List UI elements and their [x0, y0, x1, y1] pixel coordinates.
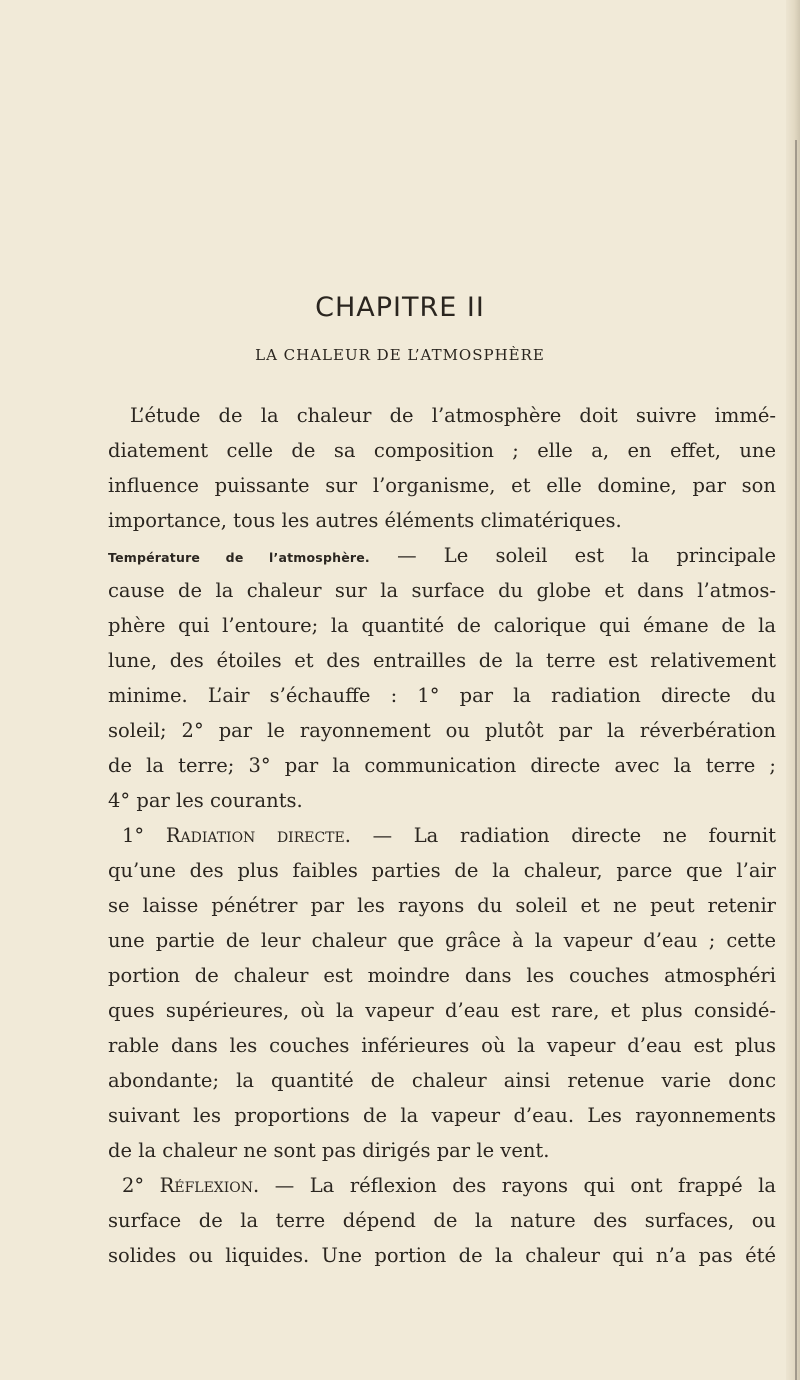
text-line: suivant les proportions de la vapeur d’eau. Les rayonnements	[108, 1104, 776, 1127]
text-line: une partie de leur chaleur que grâce à la vapeur d’eau ; cette	[108, 929, 776, 952]
text-line: soleil; 2° par le rayonnement ou plutôt par la réverbération	[108, 719, 776, 742]
line-text: — La réflexion des rayons qui ont frappé la	[259, 1174, 777, 1197]
text-line: de la chaleur ne sont pas dirigés par le vent.	[108, 1139, 550, 1162]
page-edge	[786, 0, 800, 1380]
text-line: abondante; la quantité de chaleur ainsi retenue varie donc	[108, 1069, 776, 1092]
line-text: — La radiation directe ne fournit	[350, 824, 776, 847]
text-line	[108, 1168, 776, 1203]
text-line: lune, des étoiles et des entrailles de la terre est relativement	[108, 649, 776, 672]
chapter-heading: CHAPITRE II	[315, 292, 485, 323]
chapter-title: LA CHALEUR DE L’ATMOSPHÈRE	[255, 346, 545, 364]
text-line: importance, tous les autres éléments climatériques.	[108, 509, 622, 532]
text-line: L’étude de la chaleur de l’atmosphère doit suivre immé-	[130, 404, 776, 427]
text-line	[108, 538, 776, 573]
subsection-heading: Radiation directe.	[165, 824, 351, 847]
text-line: surface de la terre dépend de la nature des surfaces, ou	[108, 1209, 776, 1232]
text-line: ques supérieures, où la vapeur d’eau est rare, et plus considé-	[108, 999, 776, 1022]
text-line: influence puissante sur l’organisme, et elle domine, par son	[108, 474, 776, 497]
text-line: portion de chaleur est moindre dans les couches atmosphéri	[108, 964, 776, 987]
line-text: — Le soleil est la principale	[369, 544, 776, 567]
text-line: 4° par les courants.	[108, 789, 303, 812]
section-rubric: Température de l’atmosphère.	[108, 550, 370, 565]
page-edge-shadow	[795, 140, 797, 1380]
item-number: 1°	[122, 824, 166, 847]
text-line	[108, 818, 776, 853]
text-line: cause de la chaleur sur la surface du globe et dans l’atmos-	[108, 579, 776, 602]
text-line: se laisse pénétrer par les rayons du soleil et ne peut retenir	[108, 894, 776, 917]
text-line: rable dans les couches inférieures où la vapeur d’eau est plus	[108, 1034, 776, 1057]
text-line: de la terre; 3° par la communication directe avec la terre ;	[108, 754, 776, 777]
text-line: qu’une des plus faibles parties de la chaleur, parce que l’air	[108, 859, 776, 882]
subsection-heading: Réflexion.	[159, 1174, 260, 1197]
text-line: solides ou liquides. Une portion de la chaleur qui n’a pas été	[108, 1244, 776, 1267]
text-line: phère qui l’entoure; la quantité de calorique qui émane de la	[108, 614, 776, 637]
text-line: minime. L’air s’échauffe : 1° par la radiation directe du	[108, 684, 776, 707]
body-text	[108, 398, 776, 1273]
item-number: 2°	[122, 1174, 160, 1197]
text-line: diatement celle de sa composition ; elle a, en effet, une	[108, 439, 776, 462]
